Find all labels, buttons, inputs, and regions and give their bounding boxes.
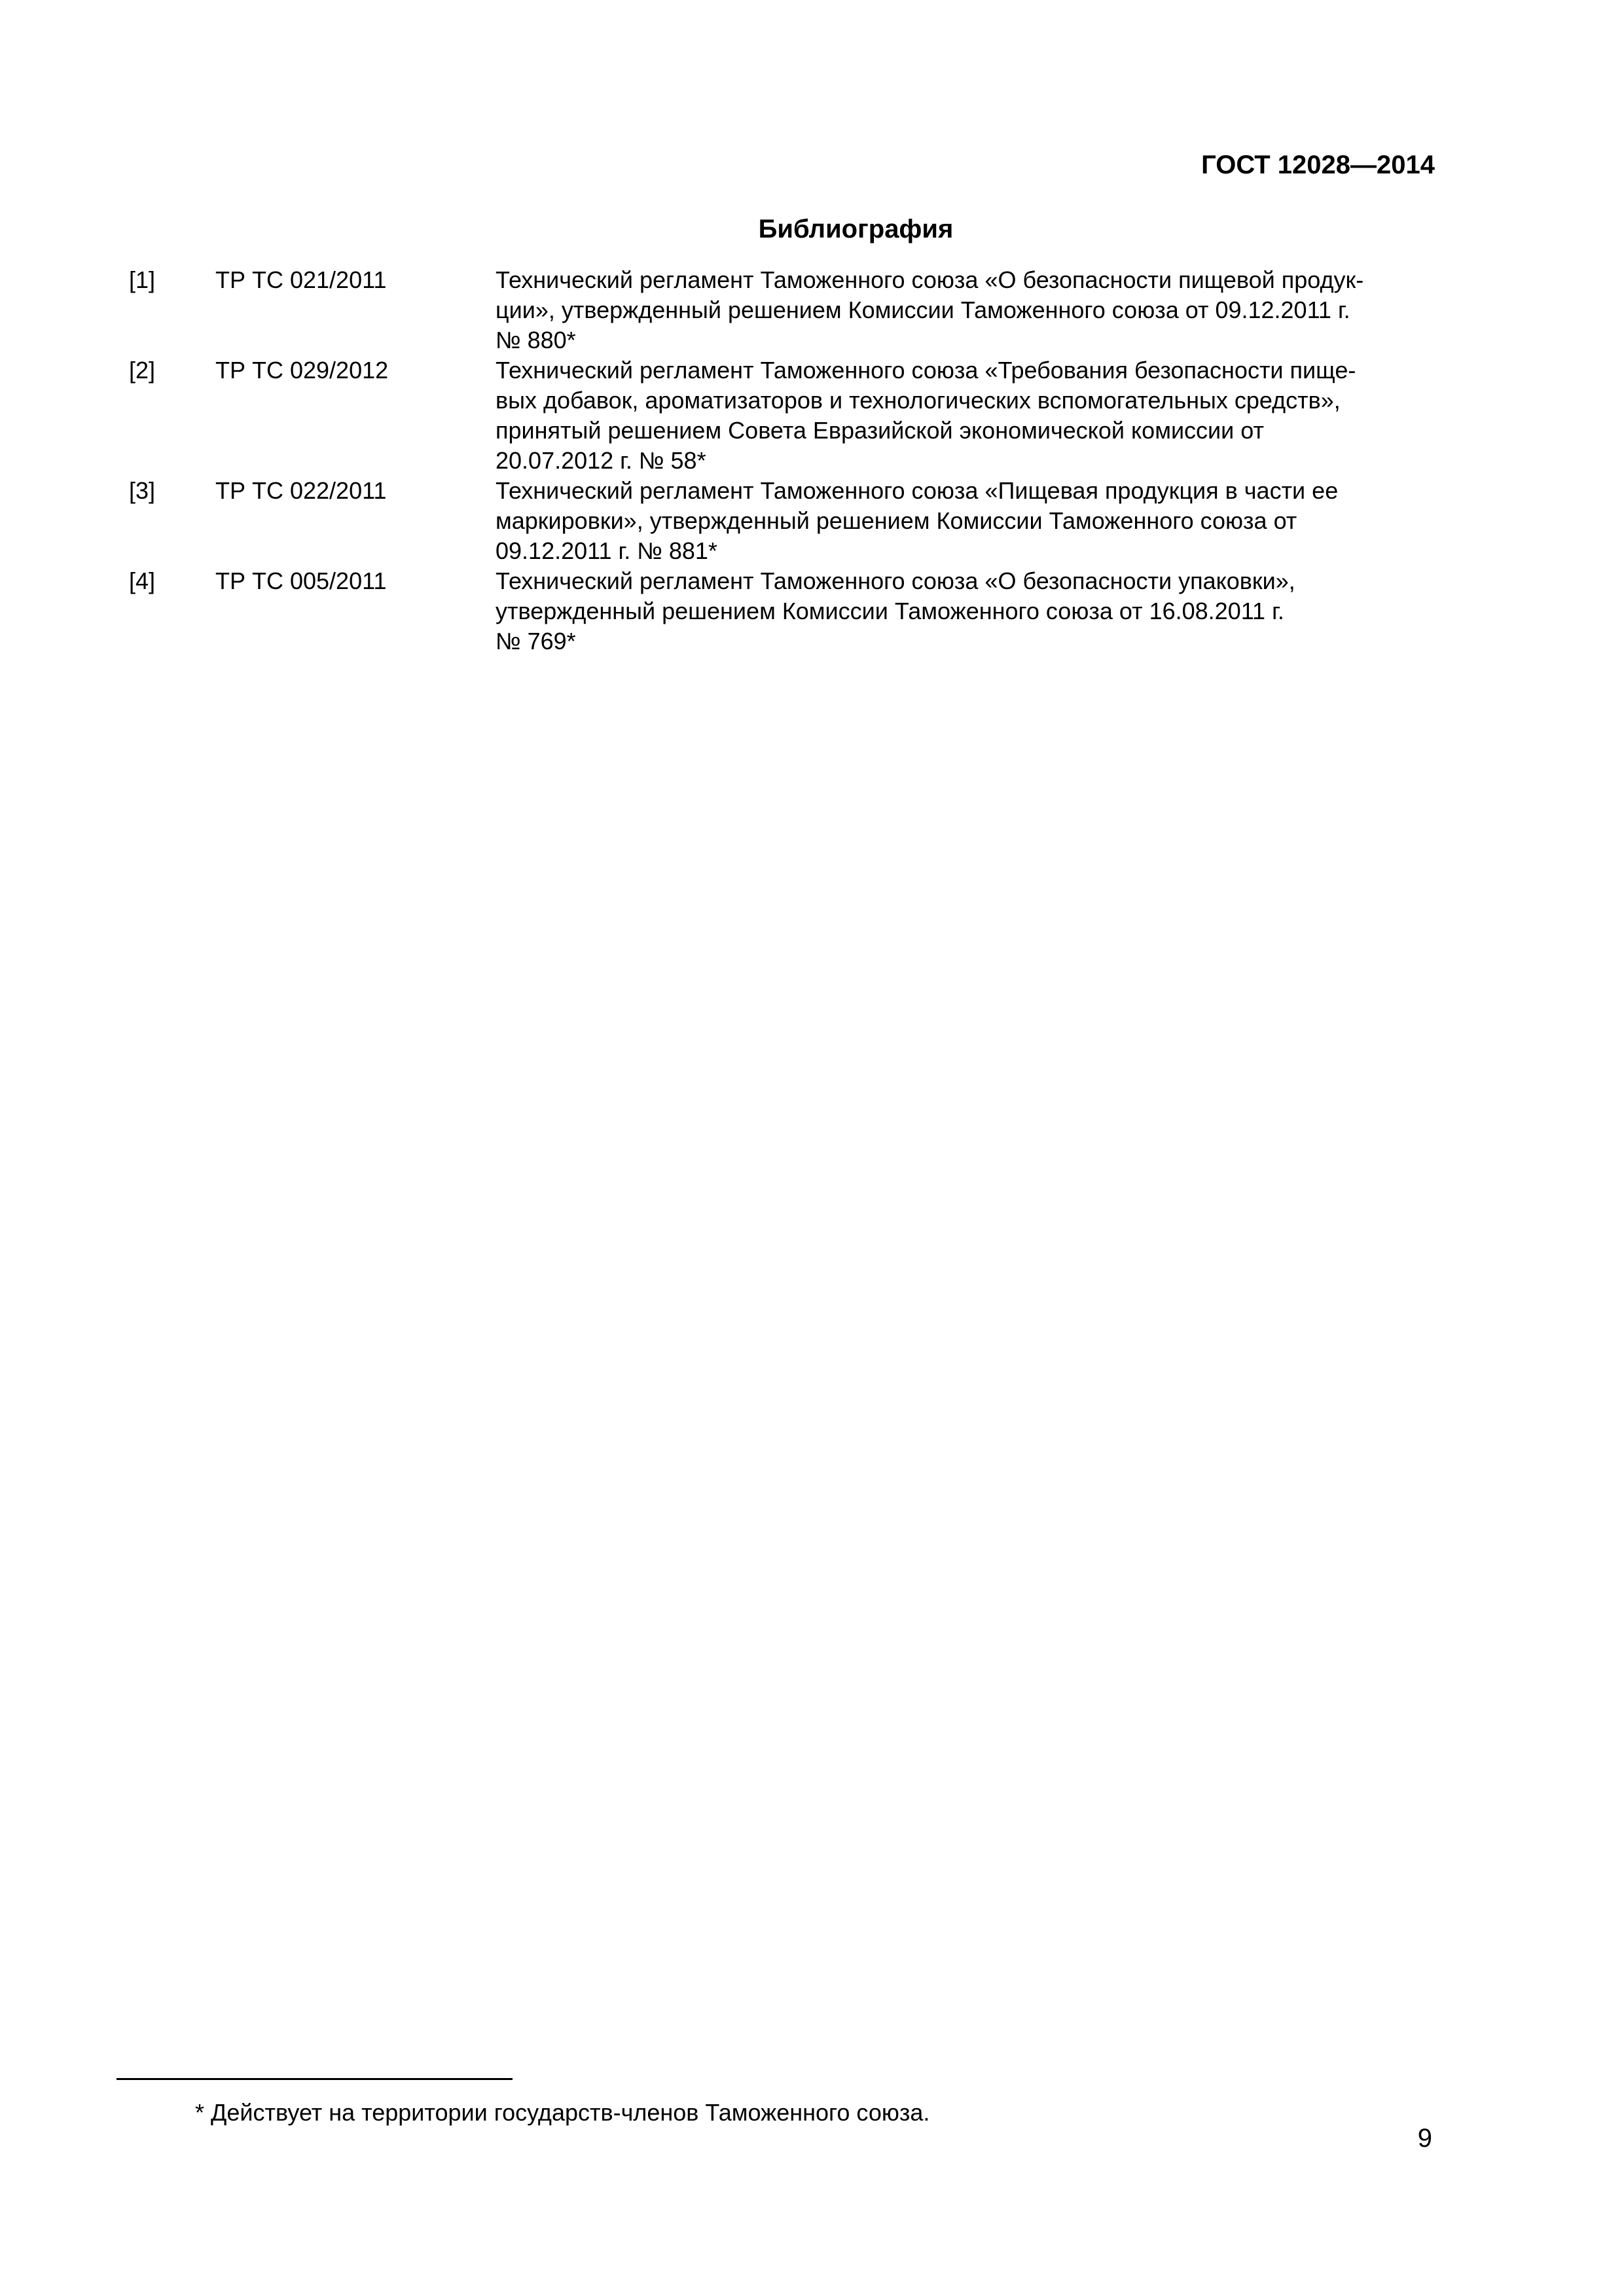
page-number: 9 — [1417, 2124, 1432, 2153]
entry-text-line: 09.12.2011 г. № 881* — [496, 537, 717, 564]
bibliography-entry-1 — [129, 265, 1438, 355]
footnote-divider — [117, 2078, 513, 2080]
bibliography-title: Библиография — [758, 215, 954, 243]
entry-number: [4] — [129, 567, 156, 594]
entry-text-line: Технический регламент Таможенного союза «Пищевая продукция в части ее — [496, 477, 1339, 504]
entry-number: [1] — [129, 266, 156, 293]
entry-text-line: вых добавок, ароматизаторов и технологических вспомогательных средств», — [496, 387, 1341, 414]
entry-text — [496, 265, 1423, 355]
entry-code: ТР ТС 029/2012 — [215, 357, 389, 384]
entry-text — [496, 355, 1423, 476]
entry-number: [3] — [129, 477, 156, 504]
bibliography-entry-3 — [129, 476, 1438, 566]
entry-text — [496, 476, 1423, 566]
entry-text-line: 20.07.2012 г. № 58* — [496, 447, 706, 474]
footnote: * Действует на территории государств-членов Таможенного союза. — [195, 2099, 930, 2126]
entry-text-line: № 769* — [496, 628, 576, 655]
document-code-header: ГОСТ 12028—2014 — [1201, 151, 1435, 179]
entry-text-line: принятый решением Совета Евразийской экономической комиссии от — [496, 417, 1264, 444]
entry-text-line: Технический регламент Таможенного союза «Требования безопасности пище- — [496, 357, 1356, 384]
entry-text-line: Технический регламент Таможенного союза «О безопасности пищевой продук- — [496, 266, 1364, 293]
entry-text-line: № 880* — [496, 327, 576, 353]
entry-number: [2] — [129, 357, 156, 384]
entry-text-line: маркировки», утвержденный решением Комиссии Таможенного союза от — [496, 507, 1297, 534]
bibliography-entry-4 — [129, 566, 1438, 656]
entry-code: ТР ТС 005/2011 — [215, 567, 387, 594]
bibliography-list — [129, 265, 1438, 656]
entry-text — [496, 566, 1423, 656]
bibliography-entry-2 — [129, 355, 1438, 476]
entry-code: ТР ТС 022/2011 — [215, 477, 387, 504]
entry-text-line: утвержденный решением Комиссии Таможенного союза от 16.08.2011 г. — [496, 598, 1284, 624]
entry-code: ТР ТС 021/2011 — [215, 266, 387, 293]
entry-text-line: ции», утвержденный решением Комиссии Таможенного союза от 09.12.2011 г. — [496, 296, 1350, 323]
entry-text-line: Технический регламент Таможенного союза «О безопасности упаковки», — [496, 567, 1295, 594]
